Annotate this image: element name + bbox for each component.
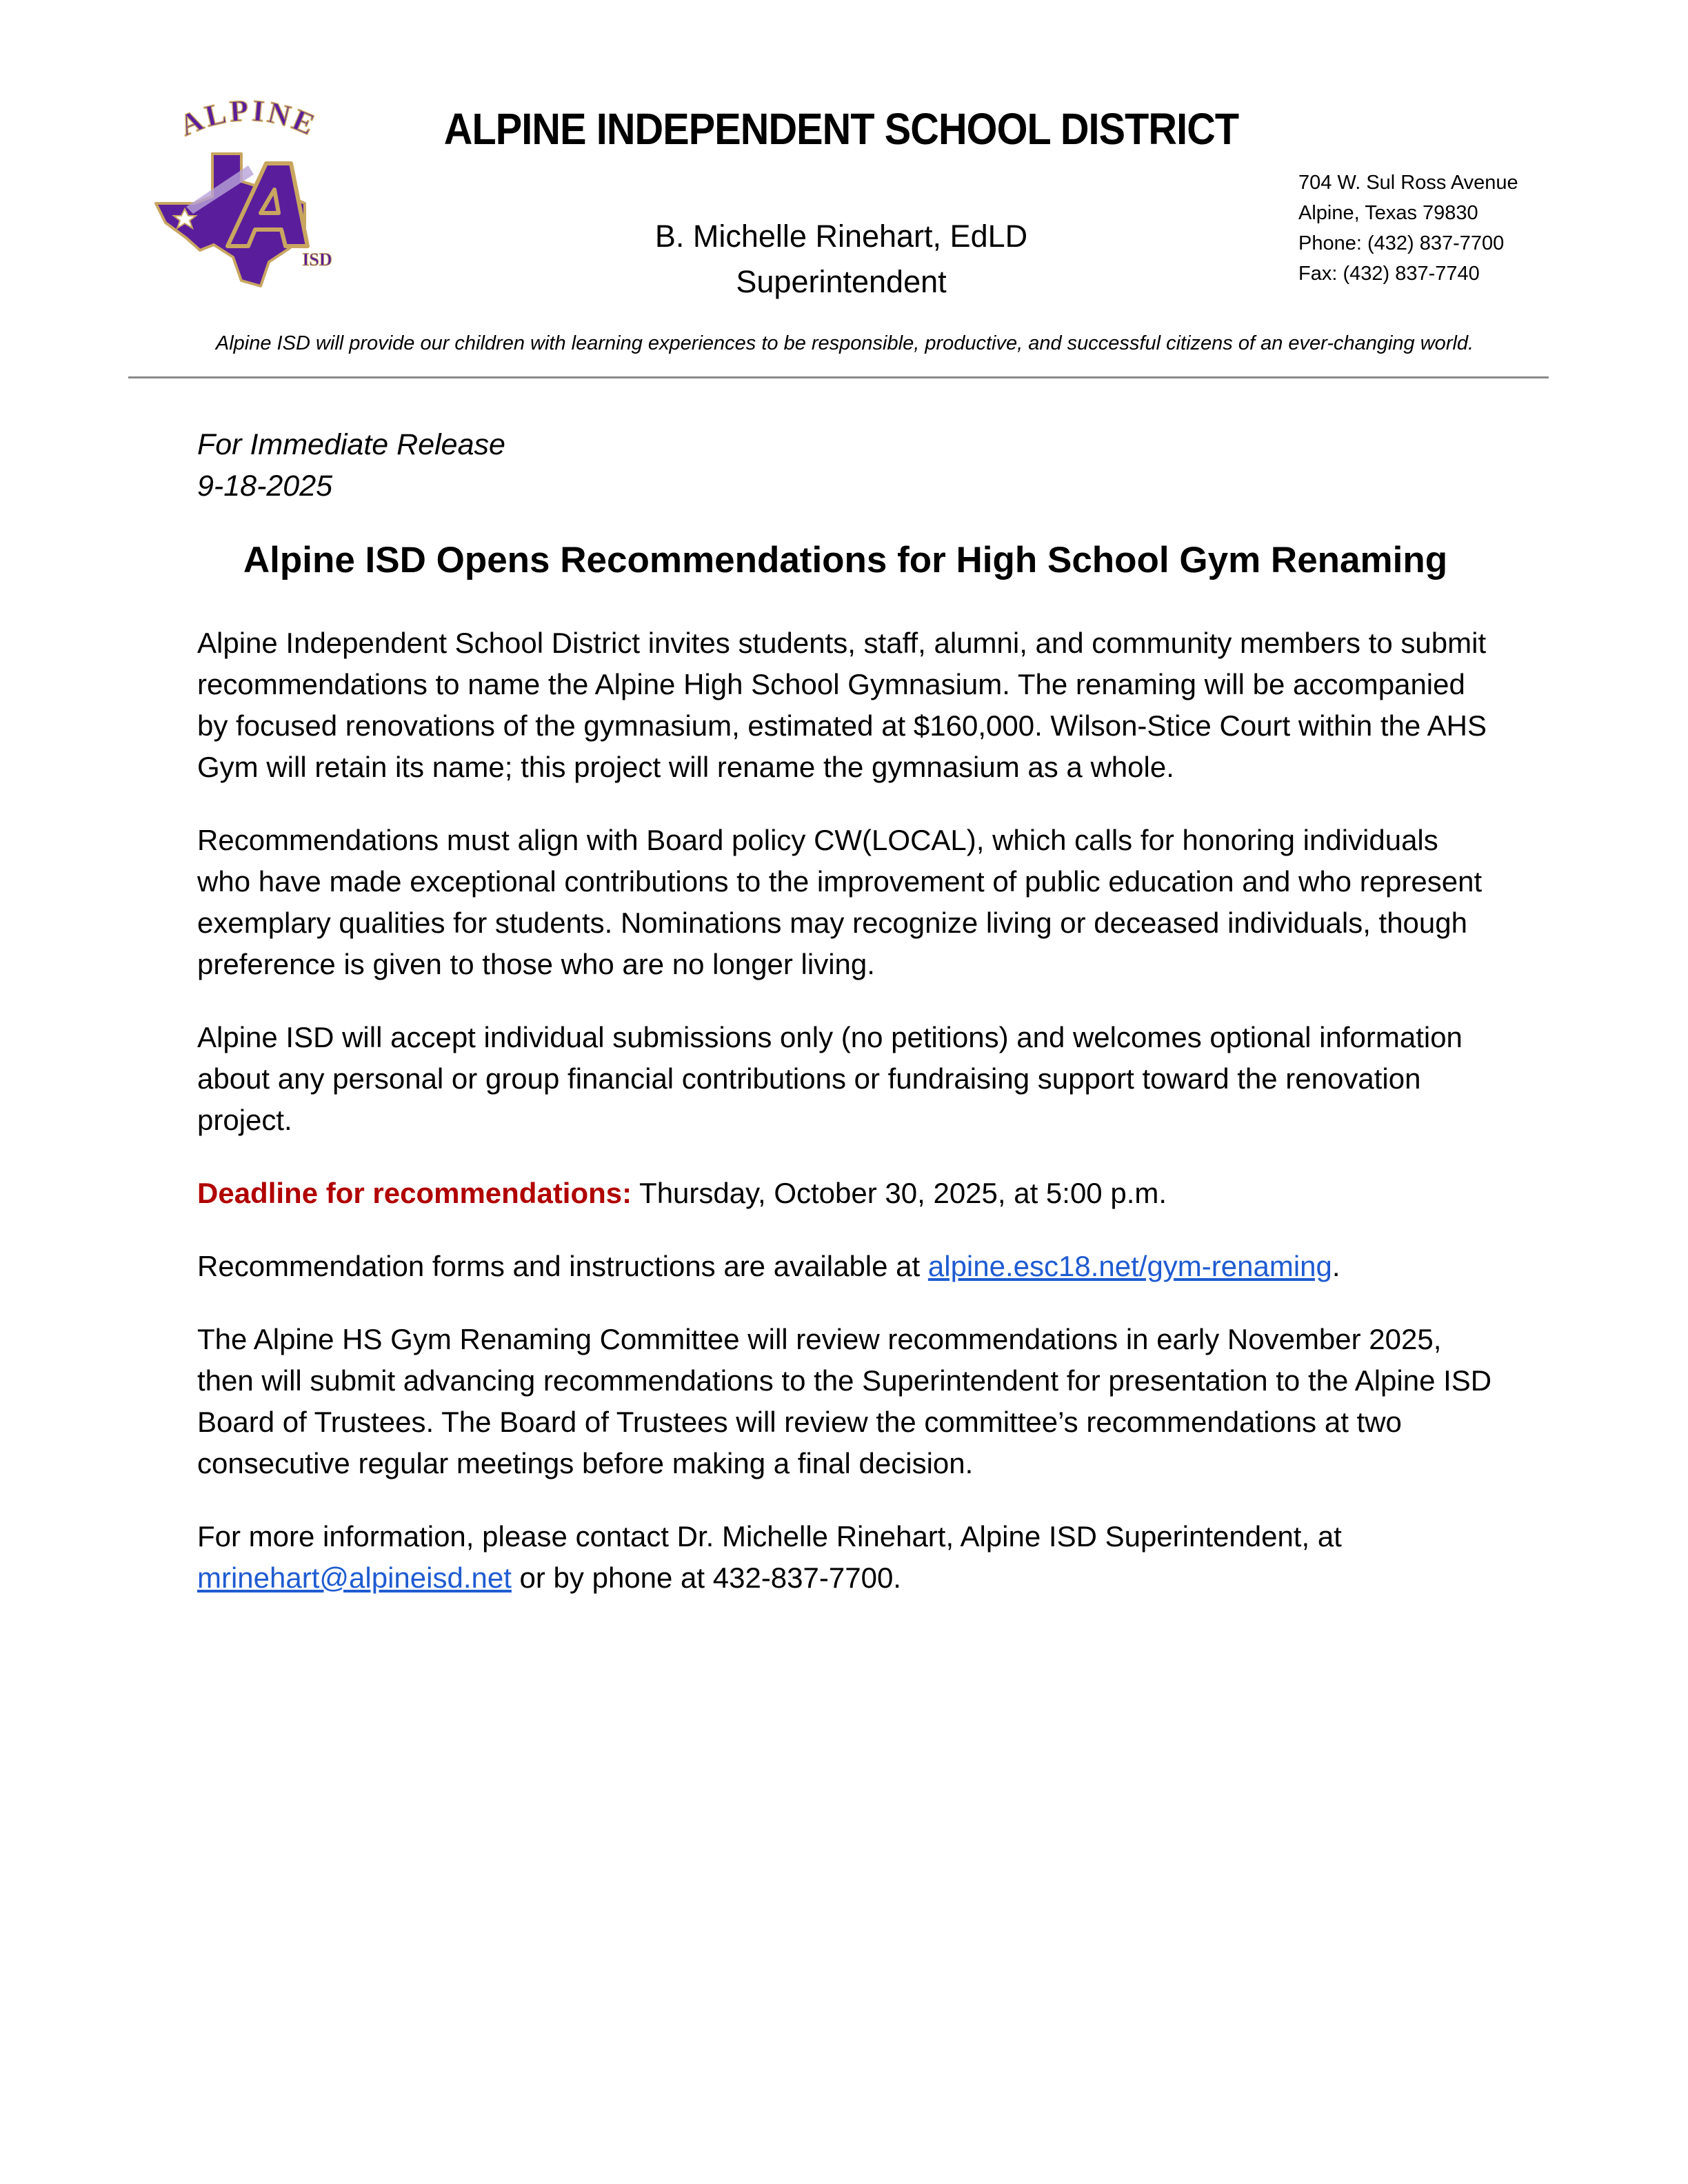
contact-text: For more information, please contact Dr. Michelle Rinehart, Alpine ISD Superintendent, at xyxy=(197,1520,1342,1553)
paragraph-policy: Recommendations must align with Board policy CW(LOCAL), which calls for honoring individuals who have made exceptional contributions to the improvement of public education and who represent exemplary qualities for students. Nominations may recognize living or deceased individuals, though preference is given to those who are no longer living. xyxy=(197,824,1483,980)
deadline-label: Deadline for recommendations: xyxy=(197,1177,632,1209)
forms-end: . xyxy=(1332,1250,1340,1282)
address-fax: Fax: (432) 837-7740 xyxy=(1298,263,1480,285)
press-release-headline: Alpine ISD Opens Recommendations for High School Gym Renaming xyxy=(243,540,1448,580)
district-name: ALPINE INDEPENDENT SCHOOL DISTRICT xyxy=(443,104,1239,154)
contact-end: or by phone at 432-837-7700. xyxy=(511,1561,901,1594)
header-divider xyxy=(128,376,1549,378)
paragraph-submissions: Alpine ISD will accept individual submissions only (no petitions) and welcomes optional information about any personal or group financial contributions or fundraising support toward the renovation project. xyxy=(197,1021,1463,1136)
release-date: 9-18-2025 xyxy=(197,469,333,503)
paragraph-forms xyxy=(197,1246,1494,1287)
forms-text: Recommendation forms and instructions are available at xyxy=(197,1250,928,1282)
alpine-isd-logo-icon xyxy=(145,100,352,293)
district-address xyxy=(1298,168,1518,289)
release-block xyxy=(197,424,505,507)
gym-renaming-link[interactable]: alpine.esc18.net/gym-renaming xyxy=(927,1250,1332,1282)
press-release-body xyxy=(197,623,1494,1630)
superintendent-title: Superintendent xyxy=(736,264,947,299)
superintendent-name: B. Michelle Rinehart, EdLD xyxy=(654,219,1028,254)
address-phone: Phone: (432) 837-7700 xyxy=(1298,232,1505,254)
mission-statement: Alpine ISD will provide our children with learning experiences to be responsible, productive, and successful citizens of an ever-changing world. xyxy=(215,332,1474,354)
logo-arc-text: ALPINE xyxy=(174,100,322,143)
paragraph-invitation: Alpine Independent School District invites students, staff, alumni, and community members to submit recommendations to name the Alpine High School Gymnasium. The renaming will be accompanied by focused renovations of the gymnasium, estimated at $160,000. Wilson-Stice Court within the AHS Gym will retain its name; this project will rename the gymnasium as a whole. xyxy=(197,627,1487,783)
deadline-text: Thursday, October 30, 2025, at 5:00 p.m. xyxy=(632,1177,1167,1209)
paragraph-contact xyxy=(197,1516,1494,1599)
paragraph-committee: The Alpine HS Gym Renaming Committee will review recommendations in early November 2025, then will submit advancing recommendations to the Superintendent for presentation to the Alpine ISD Board of Trustees. The Board of Trustees will review the committee’s recommendations at two consecutive regular meetings before making a final decision. xyxy=(197,1323,1492,1479)
release-label: For Immediate Release xyxy=(197,428,505,461)
paragraph-deadline xyxy=(197,1173,1494,1214)
address-city: Alpine, Texas 79830 xyxy=(1298,202,1478,224)
contact-email-link[interactable]: mrinehart@alpineisd.net xyxy=(197,1561,512,1594)
superintendent-block xyxy=(559,214,1124,305)
logo-isd-text: ISD xyxy=(302,250,332,270)
address-street: 704 W. Sul Ross Avenue xyxy=(1298,172,1518,194)
